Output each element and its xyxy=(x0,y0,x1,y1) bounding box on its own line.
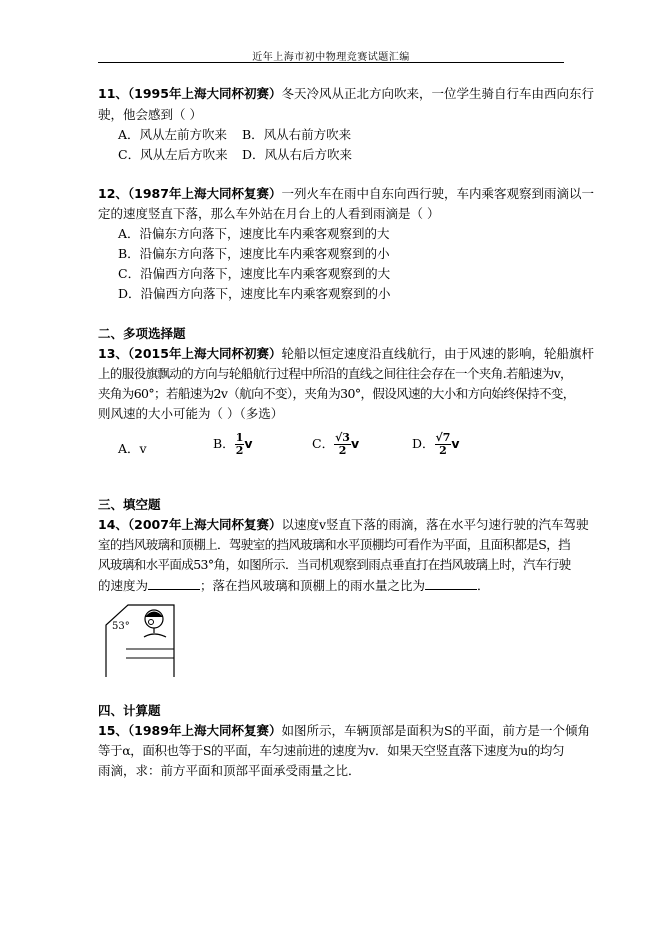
q12-option-b: B．沿偏东方向落下，速度比车内乘客观察到的小 xyxy=(118,246,390,261)
q13-option-a: A．v xyxy=(118,441,147,456)
q13-option-c-denominator: 2 xyxy=(338,444,347,457)
q15-line-1 xyxy=(98,723,590,739)
q14-text-4a: 的速度为 xyxy=(98,578,149,593)
q13-text-3: 夹角为60°；若船速为2v（航向不变），夹角为30°，假设风速的大小和方向始终保持不变， xyxy=(98,386,575,401)
angle-label: 53° xyxy=(112,621,130,632)
car-cab-diagram xyxy=(104,603,176,677)
q13-option-d-variable: v xyxy=(451,436,460,451)
q12-number: 12、 xyxy=(98,186,128,201)
q15-number: 15、 xyxy=(98,723,128,738)
q14-text-2: 室的挡风玻璃和顶棚上．驾驶室的挡风玻璃和水平顶棚均可看作为平面，且面积都是S，挡 xyxy=(98,537,571,552)
q13-option-c-numerator: √3 xyxy=(335,431,350,444)
q13-option-c-fraction xyxy=(334,432,351,457)
q13-text-4: 则风速的大小可能为（ ）（多选） xyxy=(98,406,284,421)
q15-text-3: 雨滴，求：前方平面和顶部平面承受雨量之比． xyxy=(98,763,361,778)
q11-text-1: 冬天冷风从正北方向吹来，一位学生骑自行车由西向东行 xyxy=(281,86,594,101)
q12-source: （1987年上海大同杯复赛） xyxy=(127,186,282,201)
q13-option-b-label: B． xyxy=(213,436,235,451)
section-multiple-choice-heading: 二、多项选择题 xyxy=(98,326,186,341)
q11-option-c: C．风从左后方吹来 xyxy=(118,147,228,162)
q11-source: （1995年上海大同杯初赛） xyxy=(127,86,282,101)
q12-option-a: A．沿偏东方向落下，速度比车内乘客观察到的大 xyxy=(118,226,390,241)
q15-text-1: 如图所示，车辆顶部是面积为S的平面，前方是一个倾角 xyxy=(281,723,591,738)
q11-number: 11、 xyxy=(98,86,128,101)
q14-text-4b: ；落在挡风玻璃和顶棚上的雨水量之比为 xyxy=(200,578,426,593)
q14-line-1 xyxy=(98,517,589,533)
q11-option-a: A．风从左前方吹来 xyxy=(118,127,228,142)
q14-blank-speed xyxy=(148,577,200,590)
q13-option-c-label: C． xyxy=(312,436,335,451)
q14-source: （2007年上海大同杯复赛） xyxy=(127,517,282,532)
q13-option-b-denominator: 2 xyxy=(235,444,244,457)
q12-option-c: C．沿偏西方向落下，速度比车内乘客观察到的大 xyxy=(118,266,391,281)
page-header: 近年上海市初中物理竞赛试题汇编 xyxy=(252,52,410,63)
q13-option-b xyxy=(213,432,253,457)
q12-text-1: 一列火车在雨中自东向西行驶，车内乘客观察到雨滴以一 xyxy=(281,186,594,201)
q13-option-c-variable: v xyxy=(350,436,360,451)
q14-text-4c: ． xyxy=(477,578,490,593)
q13-option-d-label: D． xyxy=(412,436,435,451)
section-fill-in-heading: 三、填空题 xyxy=(98,497,161,512)
q13-option-d xyxy=(412,432,460,457)
q13-option-b-numerator: 1 xyxy=(235,431,244,444)
q14-line-4 xyxy=(98,577,490,594)
q13-option-d-numerator: √7 xyxy=(435,431,451,444)
section-calculation-heading: 四、计算题 xyxy=(98,703,161,718)
q13-option-d-denominator: 2 xyxy=(439,444,447,457)
q11-option-b: B．风从右前方吹来 xyxy=(242,127,352,142)
q14-blank-ratio xyxy=(425,577,477,590)
q15-text-2: 等于α，面积也等于S的平面，车匀速前进的速度为v．如果天空竖直落下速度为u的均匀 xyxy=(98,743,565,758)
q14-number: 14、 xyxy=(98,517,128,532)
q14-text-3: 风玻璃和水平面成53°角，如图所示．当司机观察到雨点垂直打在挡风玻璃上时，汽车行驶 xyxy=(98,557,571,572)
q14-text-1: 以速度v竖直下落的雨滴，落在水平匀速行驶的汽车驾驶 xyxy=(281,517,589,532)
q13-text-1: 轮船以恒定速度沿直线航行，由于风速的影响，轮船旗杆 xyxy=(281,346,594,361)
q13-text-2: 上的服役旗飘动的方向与轮船航行过程中所沿的直线之间往往会存在一个夹角.若船速为v， xyxy=(98,366,572,381)
driver-shoulders xyxy=(144,634,166,637)
q13-option-d-fraction xyxy=(435,432,452,457)
q12-text-2: 定的速度竖直下落，那么车外站在月台上的人看到雨滴是（ ） xyxy=(98,206,440,221)
q13-option-b-fraction xyxy=(235,432,245,457)
q13-number: 13、 xyxy=(98,346,128,361)
q11-line-1 xyxy=(98,86,594,102)
q11-option-d: D．风从右后方吹来 xyxy=(242,147,353,162)
q12-option-d: D．沿偏西方向落下，速度比车内乘客观察到的小 xyxy=(118,286,391,301)
header-rule xyxy=(98,62,564,63)
q13-option-c xyxy=(312,432,359,457)
q13-line-1 xyxy=(98,346,594,362)
q14-figure xyxy=(104,603,176,681)
q13-source: （2015年上海大同杯初赛） xyxy=(127,346,282,361)
cab-outline xyxy=(106,605,174,677)
q11-text-2: 驶，他会感到（ ） xyxy=(98,107,202,122)
driver-ear-icon xyxy=(149,620,154,625)
q15-source: （1989年上海大同杯复赛） xyxy=(127,723,282,738)
q12-line-1 xyxy=(98,186,594,202)
q13-option-b-variable: v xyxy=(244,436,253,451)
